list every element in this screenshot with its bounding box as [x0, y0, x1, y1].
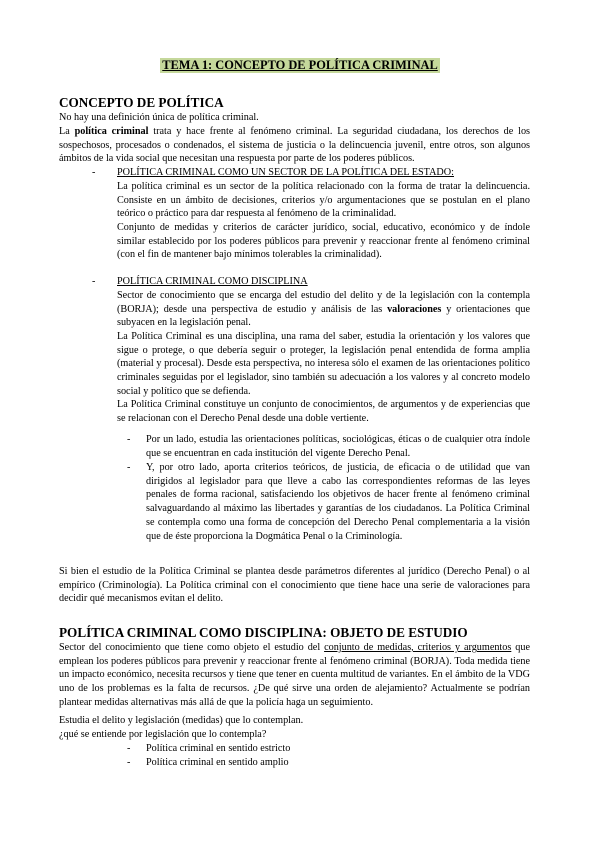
list-item-amplio: Política criminal en sentido amplio: [146, 757, 289, 768]
bullet2-paragraph-3: La Política Criminal constituye un conjunto de conocimientos, de argumentos y de experiencias que se relacionan con el Derecho Penal desde una doble vertiente.: [117, 399, 530, 424]
sub-bullet-1: Por un lado, estudia las orientaciones políticas, sociológicas, éticas o de cualquier otra índole que se encuentran en cada institución del vigente Derecho Penal.: [146, 434, 530, 459]
underlined-term: conjunto de medidas, criterios y argumentos: [324, 642, 512, 653]
list-marker-2: -: [127, 757, 131, 768]
line-estudia: Estudia el delito y legislación (medidas) que lo contemplan.: [59, 715, 304, 726]
bullet2-title: POLÍTICA CRIMINAL COMO DISCIPLINA: [117, 276, 308, 287]
paragraph-objeto-estudio: Sector del conocimiento que tiene como objeto el estudio del conjunto de medidas, criterios y argumentos que emplean los poderes públicos para prevenir y reaccionar frente al fenómeno criminal (BORJA). Toda medida tiene un impacto económico, necesita recursos y tiene que tener en cuenta multitud de variantes. En el ámbito de la VDG uno de los problemas es la falta de recursos. ¿De qué sirve una orden de alejamiento? Actualmente se podrían plantear medidas alternativas más allá de que la policía haga un seguimiento.: [59, 642, 530, 708]
sub-bullet-2: Y, por otro lado, aporta criterios teóricos, de justicia, de eficacia o de utilidad que van dirigidos al legislador para que lleve a cabo las correspondientes reformas de las leyes penales de forma racional, satisfaciendo los objetivos de hacer frente al fenómeno criminal salvaguardando al máximo las libertades y garantías de los ciudadanos. La Política Criminal se contempla como una forma de concepción del Derecho Penal complementaria a la visión que de éste proporciona la Dogmática Penal o la Criminología.: [146, 462, 530, 542]
bullet2-paragraph-1: Sector de conocimiento que se encarga del estudio del delito y de la legislación con la contempla (BORJA); desde una perspectiva de estudio y análisis de las valoraciones y orientaciones que subyacen en la legislación penal.: [117, 290, 530, 329]
dash-bullet-1: -: [92, 167, 96, 178]
bold-term-valoraciones: valoraciones: [387, 303, 442, 315]
document-title: TEMA 1: CONCEPTO DE POLÍTICA CRIMINAL: [162, 58, 438, 72]
bullet2-paragraph-2: La Política Criminal es una disciplina, una rama del saber, estudia la orientación y los valores que sigue o protege, o que debería seguir o proteger, la legislación penal entendida de forma amplia (material y procesal). Desde esta perspectiva, no interesa sólo el examen de las orientaciones político criminales seguidas por el legislador, sino también su adecuación a los valores y al concreto modelo social y político que se defienda.: [117, 331, 530, 397]
paragraph-politica-criminal: La política criminal trata y hace frente al fenómeno criminal. La seguridad ciudadana, los derechos de los sospechosos, procesados o condenados, el sistema de justicia o la delincuencia juvenil, entre otros, son algunos ámbitos de la vida social que necesitan una respuesta por parte de los poderes públicos.: [59, 126, 531, 165]
bullet1-title: POLÍTICA CRIMINAL COMO UN SECTOR DE LA POLÍTICA DEL ESTADO:: [117, 167, 454, 178]
sub-bullet-marker-2: -: [127, 462, 131, 473]
intro-line: No hay una definición única de política criminal.: [59, 112, 259, 123]
list-item-estricto: Política criminal en sentido estricto: [146, 743, 291, 754]
title-container: [0, 56, 600, 74]
sub-bullet-marker-1: -: [127, 434, 131, 445]
dash-bullet-2: -: [92, 276, 96, 287]
bold-term: política criminal: [74, 126, 149, 137]
section-heading-objeto: POLÍTICA CRIMINAL COMO DISCIPLINA: OBJETO DE ESTUDIO: [59, 625, 468, 640]
bullet1-paragraph-1: La política criminal es un sector de la política relacionado con la forma de tratar la delincuencia. Consiste en un ámbito de decisiones, criterios y/o argumentaciones que se postulan en el plano teórico o práctico para dar respuesta al fenómeno de la criminalidad.: [117, 181, 530, 220]
bullet1-paragraph-2: Conjunto de medidas y criterios de carácter jurídico, social, educativo, económico y de índole similar establecido por los poderes públicos para prevenir y reaccionar frente al fenómeno criminal (con el fin de mantener bajo mínimos tolerables la criminalidad).: [117, 222, 530, 261]
section-heading-concepto: CONCEPTO DE POLÍTICA: [59, 95, 224, 110]
line-pregunta: ¿qué se entiende por legislación que lo contempla?: [59, 729, 267, 740]
closing-paragraph: Si bien el estudio de la Política Criminal se plantea desde parámetros diferentes al jurídico (Derecho Penal) o al empírico (Criminología). La Política criminal con el conocimiento que tiene hace una serie de valoraciones para decidir qué mecanismos evitan el delito.: [59, 566, 530, 605]
list-marker-1: -: [127, 743, 131, 754]
